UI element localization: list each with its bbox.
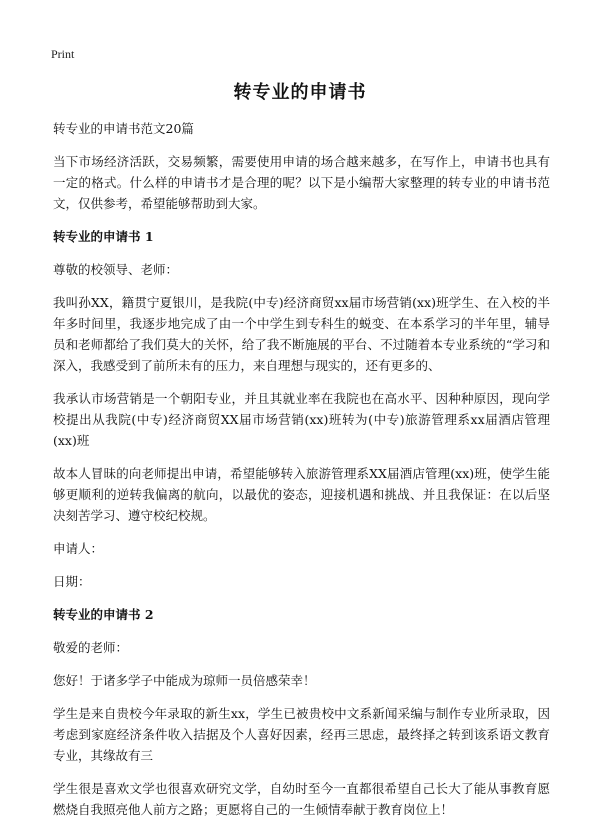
letter1-date: 日期： (53, 574, 91, 589)
print-label: Print (51, 47, 75, 61)
document-body (53, 118, 550, 832)
letter1-paragraph-2: 我承认市场营销是一个朝阳专业，并且其就业率在我院也在高水平、因种种原因，现向学校提出从我院(中专)经济商贸XX届市场营销(xx)班转为(中专)旅游管理系xx届酒店管理(xx)班 (53, 391, 550, 448)
intro-paragraph: 当下市场经济活跃，交易频繁，需要使用申请的场合越来越多，在写作上，申请书也具有一定的格式。什么样的申请书才是合理的呢？以下是小编帮大家整理的转专业的申请书范文，仅供参考，希望能够帮助到大家。 (53, 154, 550, 211)
letter1-salutation: 尊敬的校领导、老师： (53, 262, 179, 277)
letter2-salutation: 敬爱的老师： (53, 640, 129, 655)
letter1-paragraph-3: 故本人冒昧的向老师提出申请，希望能够转入旅游管理系XX届酒店管理(xx)班，使学生能够更顺利的逆转我偏离的航向，以最优的姿态，迎接机遇和挑战、并且我保证：在以后坚决刻苦学习、遵守校纪校规。 (53, 466, 550, 523)
document-subtitle: 转专业的申请书范文20篇 (53, 121, 194, 136)
page-title: 转专业的申请书 (233, 82, 367, 103)
letter1-paragraph-1: 我叫孙XX，籍贯宁夏银川，是我院(中专)经济商贸xx届市场营销(xx)班学生、在入校的半年多时间里，我逐步地完成了由一个中学生到专科生的蜕变、在本系学习的半年里，辅导员和老师都给了我们莫大的关怀，给了我不断施展的平台、不过随着本专业系统的“学习和深入，我感受到了前所未有的压力，来自理想与现实的，还有更多的、 (53, 295, 550, 373)
letter2-heading: 转专业的申请书 2 (53, 607, 154, 622)
letter2-paragraph-1: 您好！于诸多学子中能成为琼师一员倍感荣幸！ (53, 673, 316, 688)
letter1-heading: 转专业的申请书 1 (53, 229, 154, 244)
letter1-applicant: 申请人： (53, 541, 104, 556)
letter2-paragraph-3: 学生很是喜欢文学也很喜欢研究文学，自幼时至今一直都很希望自己长大了能从事教育愿燃烧自我照亮他人前方之路；更愿将自己的一生倾情奉献于教育岗位上！ (53, 781, 550, 817)
letter2-paragraph-2: 学生是来自贵校今年录取的新生xx，学生已被贵校中文系新闻采编与制作专业所录取，因考虑到家庭经济条件收入拮据及个人喜好因素，经再三思虑，最终择之转到该系语文教育专业，其缘故有三 (53, 706, 550, 763)
